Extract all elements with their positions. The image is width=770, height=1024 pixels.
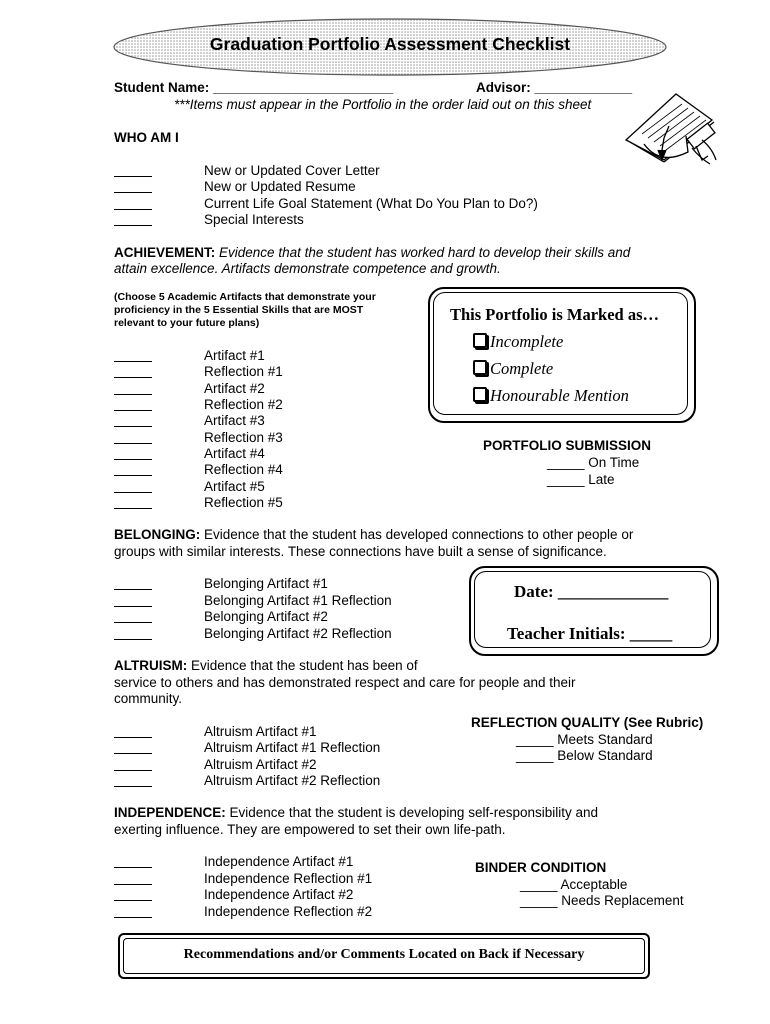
belonging-desc-line1: Evidence that the student has developed connections to other people or [204,527,634,542]
option-incomplete[interactable] [473,332,563,352]
checkbox-blank[interactable] [114,492,152,493]
list-item: Artifact #3 [204,413,265,428]
reflection-quality-heading: REFLECTION QUALITY (See Rubric) [471,715,704,730]
student-name-field[interactable]: Student Name: ________________________ [114,80,394,95]
checkbox-blank[interactable] [114,426,152,427]
list-item: Artifact #1 [204,348,265,363]
choose-note-line2: proficiency in the 5 Essential Skills that are MOST [114,304,364,316]
submission-on-time[interactable]: _____ On Time [547,455,640,470]
list-item: Altruism Artifact #1 Reflection [204,740,381,755]
option-label: Incomplete [490,332,564,351]
checkbox-icon[interactable] [473,387,487,402]
list-item: Reflection #4 [204,462,283,477]
list-item: Reflection #5 [204,495,283,510]
checkbox-blank[interactable] [114,606,152,607]
page-title: Graduation Portfolio Assessment Checklist [209,34,571,54]
order-note: ***Items must appear in the Portfolio in the order laid out on this sheet [174,97,592,112]
list-item: Altruism Artifact #1 [204,724,317,739]
binder-condition-heading: BINDER CONDITION [475,860,607,875]
list-item: New or Updated Resume [204,179,356,194]
list-item: Artifact #2 [204,381,265,396]
independence-heading: INDEPENDENCE: [114,805,226,820]
list-item: Reflection #1 [204,364,283,379]
checkbox-blank[interactable] [114,176,152,177]
list-item: Artifact #4 [204,446,265,461]
list-item: New or Updated Cover Letter [204,163,380,178]
altruism-desc-line1: Evidence that the student has been of [191,658,418,673]
checkbox-blank[interactable] [114,786,152,787]
list-item: Current Life Goal Statement (What Do You Plan to Do?) [204,196,538,211]
independence-desc [114,805,598,821]
reflection-below-standard[interactable]: _____ Below Standard [516,748,653,763]
list-item: Independence Reflection #2 [204,904,373,919]
checkbox-blank[interactable] [114,900,152,901]
list-item: Independence Reflection #1 [204,871,373,886]
submission-heading: PORTFOLIO SUBMISSION [483,438,652,453]
list-item: Reflection #3 [204,430,283,445]
checkbox-blank[interactable] [114,443,152,444]
advisor-field[interactable]: Advisor: _____________ [476,80,633,95]
checkbox-icon[interactable] [473,360,487,375]
checkbox-blank[interactable] [114,589,152,590]
reflection-meets-standard[interactable]: _____ Meets Standard [516,732,653,747]
checkbox-blank[interactable] [114,410,152,411]
altruism-desc [114,658,418,674]
choose-note-line1: (Choose 5 Academic Artifacts that demonstrate your [114,291,376,303]
checkbox-blank[interactable] [114,209,152,210]
checkbox-blank[interactable] [114,770,152,771]
independence-desc-line1: Evidence that the student is developing self-responsibility and [229,805,599,820]
checkbox-blank[interactable] [114,508,152,509]
choose-note-line3: relevant to your future plans) [114,317,260,329]
checkbox-blank[interactable] [114,459,152,460]
checkbox-blank[interactable] [114,475,152,476]
achievement-heading: ACHIEVEMENT: [114,245,216,260]
altruism-desc-line2: service to others and has demonstrated respect and care for people and their [114,675,576,690]
checkbox-blank[interactable] [114,622,152,623]
checkbox-blank[interactable] [114,225,152,226]
list-item: Independence Artifact #1 [204,854,354,869]
marked-box-title: This Portfolio is Marked as… [450,305,659,324]
list-item: Altruism Artifact #2 [204,757,317,772]
binder-acceptable[interactable]: _____ Acceptable [520,877,628,892]
list-item: Altruism Artifact #2 Reflection [204,773,381,788]
achievement-desc-line1: Evidence that the student has worked hard to develop their skills and [219,245,631,260]
teacher-initials-field[interactable]: Teacher Initials: _____ [507,624,673,643]
checkbox-blank[interactable] [114,639,152,640]
list-item: Artifact #5 [204,479,265,494]
list-item: Belonging Artifact #1 [204,576,328,591]
checkbox-blank[interactable] [114,753,152,754]
submission-late[interactable]: _____ Late [547,472,615,487]
option-label: Complete [490,359,554,378]
list-item: Special Interests [204,212,304,227]
belonging-desc [114,527,633,543]
who-am-i-heading: WHO AM I [114,130,179,145]
option-label: Honourable Mention [490,386,629,405]
binder-needs-replacement[interactable]: _____ Needs Replacement [520,893,684,908]
list-item: Belonging Artifact #2 Reflection [204,626,392,641]
graduation-cap-icon [622,84,722,194]
list-item: Independence Artifact #2 [204,887,354,902]
date-field[interactable]: Date: _____________ [514,582,669,601]
independence-desc-line2: exerting influence. They are empowered to set their own life-path. [114,822,506,837]
checkbox-blank[interactable] [114,192,152,193]
list-item: Belonging Artifact #1 Reflection [204,593,392,608]
checkbox-blank[interactable] [114,867,152,868]
list-item: Belonging Artifact #2 [204,609,328,624]
footer-note: Recommendations and/or Comments Located on Back if Necessary [183,947,585,962]
belonging-desc-line2: groups with similar interests. These connections have built a sense of significance. [114,544,607,559]
list-item: Reflection #2 [204,397,283,412]
checkbox-blank[interactable] [114,884,152,885]
altruism-heading: ALTRUISM: [114,658,188,673]
checkbox-blank[interactable] [114,377,152,378]
belonging-heading: BELONGING: [114,527,201,542]
altruism-desc-line3: community. [114,691,183,706]
achievement-desc-line2: attain excellence. Artifacts demonstrate competence and growth. [114,261,501,276]
checkbox-blank[interactable] [114,394,152,395]
option-honourable-mention[interactable] [473,386,629,406]
checkbox-blank[interactable] [114,361,152,362]
achievement-desc [114,245,630,261]
checkbox-icon[interactable] [473,333,487,348]
checkbox-blank[interactable] [114,737,152,738]
checkbox-blank[interactable] [114,917,152,918]
option-complete[interactable] [473,359,553,379]
